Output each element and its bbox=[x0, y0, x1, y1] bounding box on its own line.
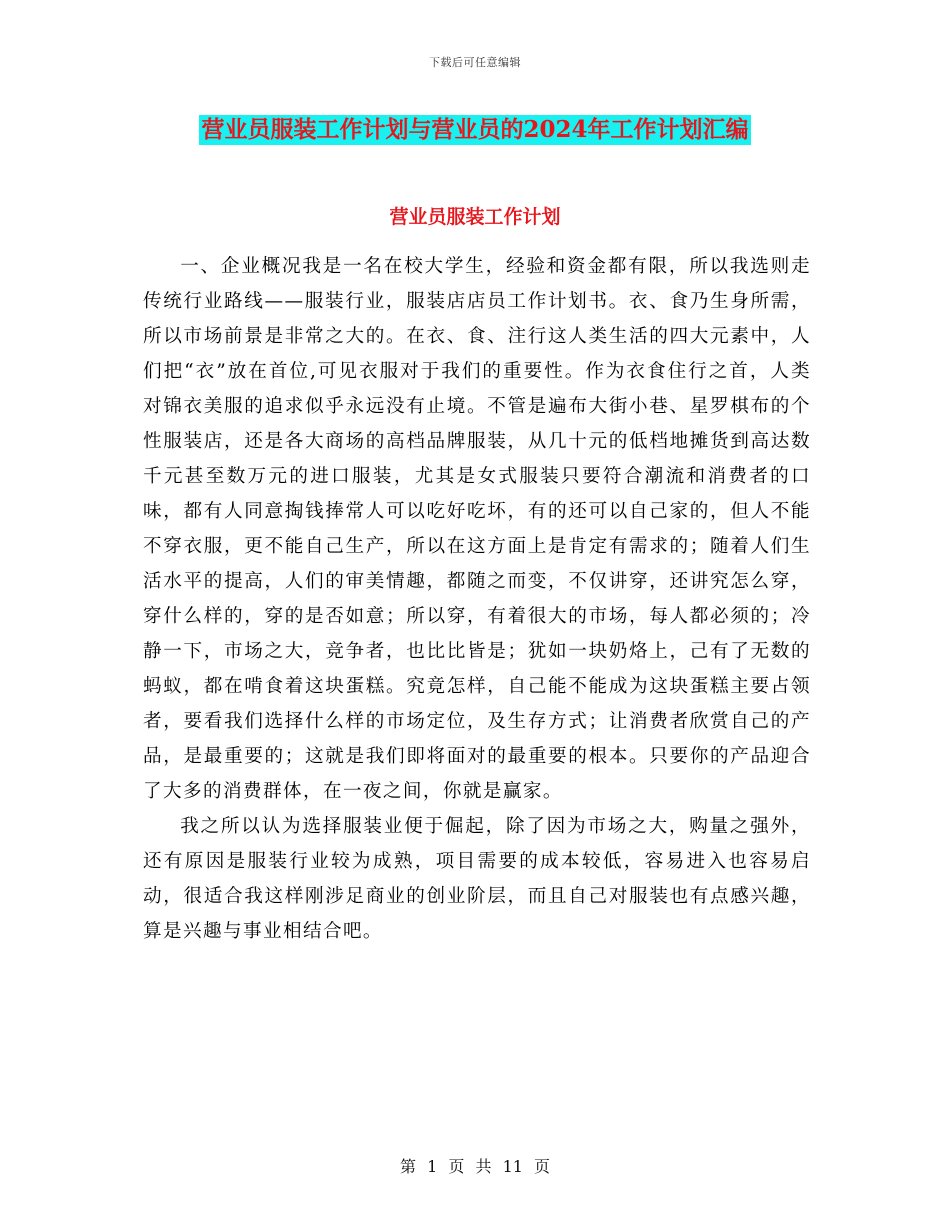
main-title: 营业员服装工作计划与营业员的2024年工作计划汇编 bbox=[201, 116, 749, 143]
page-label-prefix: 第 bbox=[399, 1157, 416, 1176]
total-pages: 11 bbox=[502, 1157, 523, 1176]
page-label-mid: 页 bbox=[448, 1157, 465, 1176]
page-number: 1 bbox=[427, 1157, 438, 1176]
total-label: 共 bbox=[475, 1157, 492, 1176]
paragraph-2: 我之所以认为选择服装业便于倔起，除了因为市场之大，购量之强外，还有原因是服装行业较为成熟，项目需要的成本较低，容易进入也容易启动，很适合我这样刚涉足商业的创业阶层，而且自己对服装也有点感兴趣，算是兴趣与事业相结合吧。 bbox=[143, 816, 811, 942]
main-title-container bbox=[0, 115, 950, 145]
header-note: 下载后可任意编辑 bbox=[429, 56, 521, 69]
section-title: 营业员服装工作计划 bbox=[389, 206, 561, 228]
paragraph-1: 一、企业概况我是一名在校大学生，经验和资金都有限，所以我选则走传统行业路线——服装行业，服装店店员工作计划书。衣、食乃生身所需，所以市场前景是非常之大的。在衣、食、注行这人类生活的四大元素中，人们把“衣”放在首位,可见衣服对于我们的重要性。作为衣食住行之首，人类对锦衣美服的追求似乎永远没有止境。不管是遍布大街小巷、星罗棋布的个性服装店，还是各大商场的高档品牌服装，从几十元的低档地摊货到高达数千元甚至数万元的进口服装，尤其是女式服装只要符合潮流和消费者的口味，都有人同意掏钱捧常人可以吃好吃坏，有的还可以自己家的，但人不能不穿衣服，更不能自己生产，所以在这方面上是肯定有需求的；随着人们生活水平的提高，人们的审美情趣，都随之而变，不仅讲穿，还讲究怎么穿，穿什么样的，穿的是否如意；所以穿，有着很大的市场，每人都必须的；冷静一下，市场之大，竞争者，也比比皆是；犹如一块奶烙上，己有了无数的蚂蚁，都在啃食着这块蛋糕。究竟怎样，自己能不能成为这块蛋糕主要占领者，要看我们选择什么样的市场定位，及生存方式；让消费者欣赏自己的产品，是最重要的；这就是我们即将面对的最重要的根本。只要你的产品迎合了大多的消费群体，在一夜之间，你就是赢家。 bbox=[143, 256, 811, 802]
page-footer bbox=[0, 1154, 950, 1177]
body-text bbox=[143, 249, 811, 949]
page-label-suffix: 页 bbox=[534, 1157, 551, 1176]
